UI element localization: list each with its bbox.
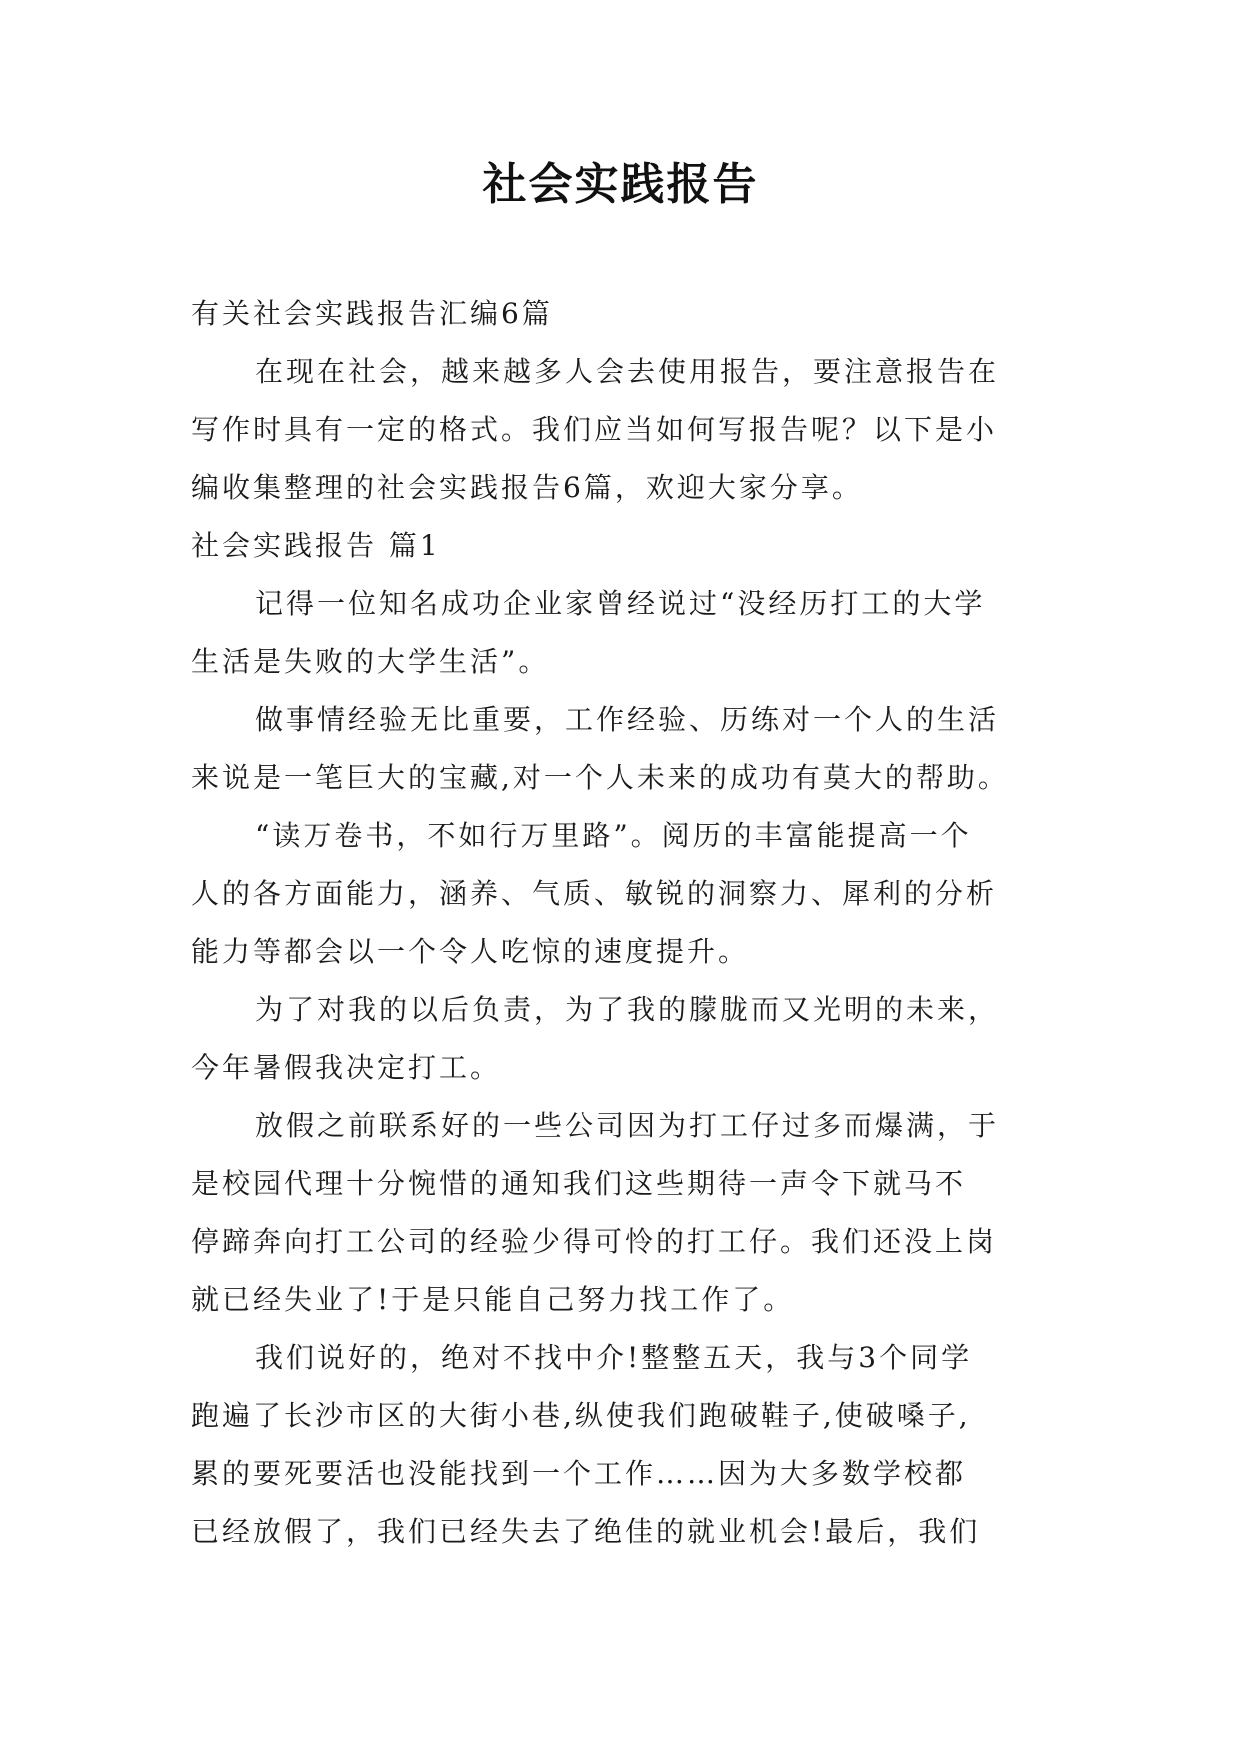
text-line: 能力等都会以一个令人吃惊的速度提升。 xyxy=(191,935,750,968)
text-line: 跑遍了长沙市区的大街小巷,纵使我们跑破鞋子,使破嗓子, xyxy=(191,1399,971,1432)
document-title: 社会实践报告 xyxy=(482,159,759,210)
text-line: 已经放假了，我们已经失去了绝佳的就业机会!最后，我们 xyxy=(191,1515,981,1548)
text-line: 编收集整理的社会实践报告6篇，欢迎大家分享。 xyxy=(191,471,863,504)
text-line: 今年暑假我决定打工。 xyxy=(191,1051,502,1084)
text-line: 是校园代理十分惋惜的通知我们这些期待一声令下就马不 xyxy=(191,1167,967,1200)
text-line: 累的要死要活也没能找到一个工作……因为大多数学校都 xyxy=(191,1457,967,1490)
text-line: 在现在社会，越来越多人会去使用报告，要注意报告在 xyxy=(255,355,1000,388)
text-line: 我们说好的，绝对不找中介!整整五天，我与3个同学 xyxy=(255,1341,973,1374)
text-line: 有关社会实践报告汇编6篇 xyxy=(191,297,553,330)
text-line: 记得一位知名成功企业家曾经说过“没经历打工的大学 xyxy=(255,587,986,620)
text-line: 人的各方面能力，涵养、气质、敏锐的洞察力、犀利的分析 xyxy=(191,877,998,910)
text-line: 做事情经验无比重要，工作经验、历练对一个人的生活 xyxy=(255,703,1000,736)
text-line: 停蹄奔向打工公司的经验少得可怜的打工仔。我们还没上岗 xyxy=(191,1225,998,1258)
text-line: 生活是失败的大学生活”。 xyxy=(191,645,550,678)
text-line: 放假之前联系好的一些公司因为打工仔过多而爆满，于 xyxy=(255,1109,1000,1142)
text-line: 写作时具有一定的格式。我们应当如何写报告呢？以下是小 xyxy=(191,413,998,446)
text-line: 为了对我的以后负责，为了我的朦胧而又光明的未来， xyxy=(255,993,1000,1026)
text-line: 来说是一笔巨大的宝藏,对一个人未来的成功有莫大的帮助。 xyxy=(191,761,1009,794)
section-heading: 社会实践报告 篇1 xyxy=(191,529,441,562)
document-body xyxy=(191,285,1051,1561)
text-line: “读万卷书，不如行万里路”。阅历的丰富能提高一个 xyxy=(255,819,972,852)
text-line: 就已经失业了!于是只能自己努力找工作了。 xyxy=(191,1283,795,1316)
